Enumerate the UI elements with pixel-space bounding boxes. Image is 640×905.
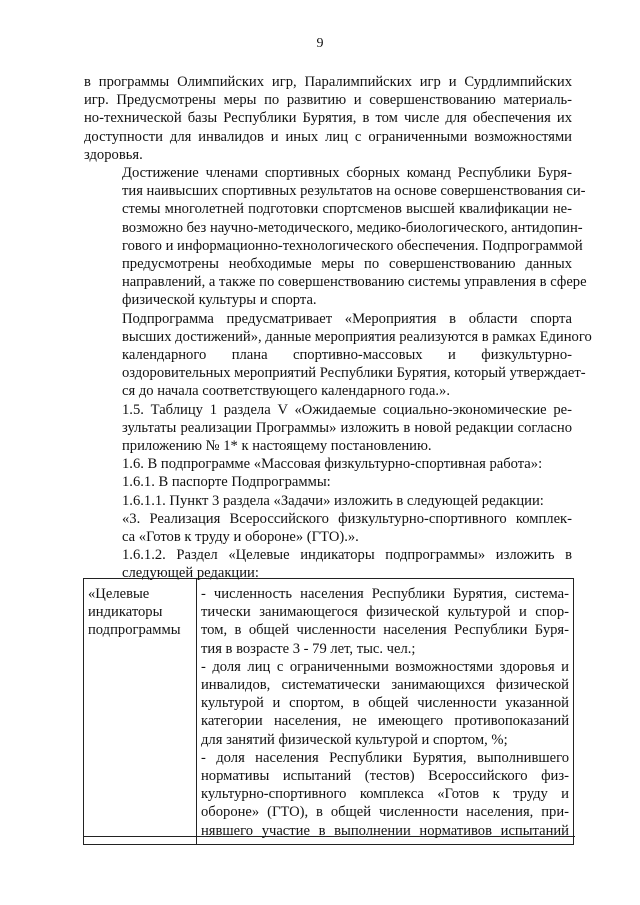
indicator-content-cell [197,579,574,845]
text-line: предусмотрены необходимые меры по совершенствованию данных [122,256,572,273]
text-line: тия наивысших спортивных результатов на основе совершенствования си- [122,183,586,200]
text-line: следующей редакции: [122,565,259,582]
table-row [84,579,574,845]
label-line: индикаторы [88,604,163,621]
text-line: календарного плана спортивно-массовых и физкультурно- [122,347,572,364]
text-line: 1.6. В подпрограмме «Массовая физкультурно-спортивная работа»: [122,456,543,473]
page-number: 9 [316,36,324,51]
indicator-line: нявшего участие в выполнении нормативов испытаний [201,822,569,839]
text-line: зультаты реализации Программы» изложить в новой редакции согласно [122,419,572,436]
text-line: возможно без научно-методического, медико-биологического, антидопин- [122,219,583,236]
text-line: 1.6.1.2. Раздел «Целевые индикаторы подпрограммы» изложить в [122,547,572,564]
text-line: са «Готов к труду и обороне» (ГТО).». [122,529,359,546]
indicator-line: - доля населения Республики Бурятия, выполнившего [201,749,569,766]
paragraph [84,510,572,546]
indicator-line: для занятий физической культурой и спортом, %; [201,731,508,748]
paragraph [84,473,572,491]
text-line: приложению № 1* к настоящему постановлению. [122,438,432,455]
text-line: доступности для инвалидов и иных лиц с ограниченными возможностями [84,128,572,145]
body-text [84,73,592,583]
paragraph [84,455,572,473]
paragraph [84,310,592,401]
indicator-line: обороне» (ГТО), в общей численности населения, при- [201,804,569,821]
table-bottom-border [83,836,575,837]
indicator-line: тически занимающегося физической культурой и спор- [201,604,569,621]
indicator-line: инвалидов, систематически занимающихся физической [201,677,569,694]
text-line: здоровья. [84,146,143,163]
indicator-line: том, в общей численности населения Республики Буря- [201,622,569,639]
text-line: Подпрограмма предусматривает «Мероприятия в области спорта [122,310,572,327]
indicator-line: культурой и спортом, в общей численности указанной [201,695,569,712]
text-line: гового и информационно-технологического обеспечения. Подпрограммой [122,237,583,254]
paragraph [84,164,587,310]
indicator-line: - доля лиц с ограниченными возможностями здоровья и [201,658,569,675]
label-line: подпрограммы [88,622,181,639]
indicators-table [83,578,574,845]
paragraph [84,401,572,456]
text-line: направлений, а также по совершенствованию системы управления в сфере [122,274,587,291]
label-line: «Целевые [88,586,150,602]
text-line: Достижение членами спортивных сборных команд Республики Буря- [122,165,572,182]
indicator-line: тия в возрасте 3 - 79 лет, тыс. чел.; [201,640,416,657]
text-line: стемы многолетней подготовки спортсменов высшей квалификации не- [122,201,572,218]
text-line: «3. Реализация Всероссийского физкультурно-спортивного комплек- [122,510,572,527]
indicator-label-cell [84,579,197,845]
indicator-line: - численность населения Республики Бурятия, система- [201,586,569,602]
text-line: 1.6.1. В паспорте Подпрограммы: [122,474,331,491]
text-line: игр. Предусмотрены меры по развитию и совершенствованию материаль- [84,92,572,109]
indicator-line: категории населения, не имеющего противопоказаний [201,713,569,730]
text-line: 1.6.1.1. Пункт 3 раздела «Задачи» изложить в следующей редакции: [122,492,544,509]
text-line: 1.5. Таблицу 1 раздела V «Ожидаемые социально-экономические ре- [122,401,572,418]
text-line: оздоровительных мероприятий Республики Бурятия, который утверждает- [122,365,586,382]
paragraph [84,73,572,164]
text-line: но-технической базы Республики Бурятия, в том числе для обеспечения их [84,110,572,127]
indicator-line: культурно-спортивного комплекса «Готов к труду и [201,786,569,803]
text-line: физической культуры и спорта. [122,292,317,309]
text-line: высших достижений», данные мероприятия реализуются в рамках Единого [122,328,592,345]
paragraph [84,492,572,510]
text-line: в программы Олимпийских игр, Паралимпийских игр и Сурдлимпийских [84,74,572,90]
text-line: ся до начала соответствующего календарного года.». [122,383,451,400]
indicator-line: нормативы испытаний (тестов) Всероссийского физ- [201,768,569,785]
